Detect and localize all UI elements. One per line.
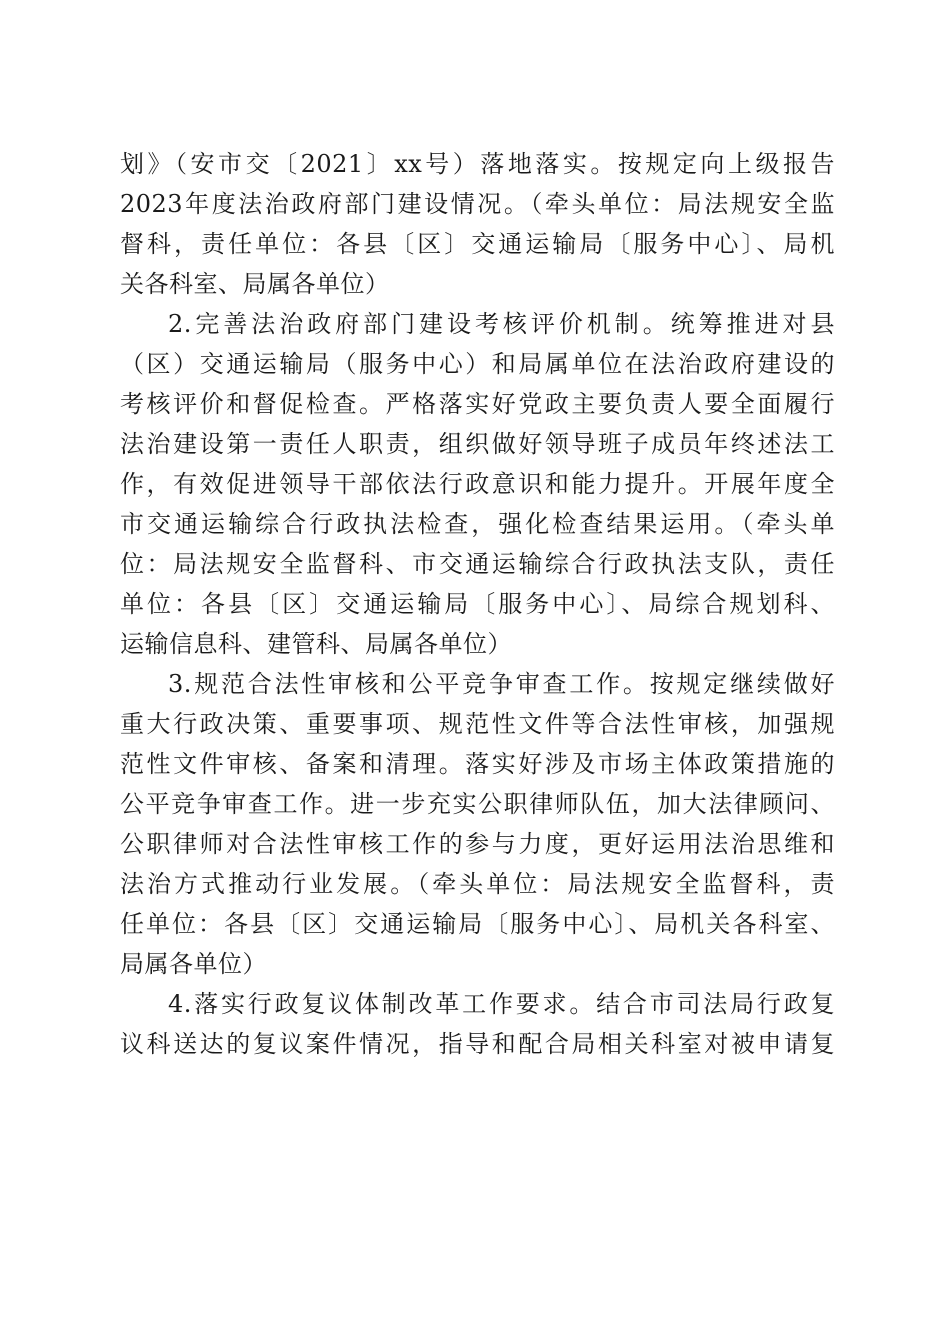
text-line: 督科，责任单位：各县〔区〕交通运输局〔服务中心〕、局机 xyxy=(120,230,835,258)
text-line: 关各科室、局属各单位） xyxy=(120,270,390,298)
text-line: 单位：各县〔区〕交通运输局〔服务中心〕、局综合规划科、 xyxy=(120,590,835,618)
text-line: 重大行政决策、重要事项、规范性文件等合法性审核，加强规 xyxy=(120,710,835,738)
paragraph-heading-4: 4.落实行政复议体制改革工作要求。结合市司法局行政复 xyxy=(168,990,835,1018)
text-line: 局属各单位） xyxy=(120,950,267,978)
text-line: 2023年度法治政府部门建设情况。（牵头单位：局法规安全监 xyxy=(120,190,835,218)
text-line: 市交通运输综合行政执法检查，强化检查结果运用。（牵头单 xyxy=(120,510,835,538)
text-line: 划》（安市交〔2021〕xx号）落地落实。按规定向上级报告 xyxy=(120,150,835,178)
document-body xyxy=(120,144,835,1064)
text-line: 议科送达的复议案件情况，指导和配合局相关科室对被申请复 xyxy=(120,1030,835,1058)
text-line: 作，有效促进领导干部依法行政意识和能力提升。开展年度全 xyxy=(120,470,835,498)
text-line: 法治建设第一责任人职责，组织做好领导班子成员年终述法工 xyxy=(120,430,835,458)
text-line: （区）交通运输局（服务中心）和局属单位在法治政府建设的 xyxy=(120,350,835,378)
text-line: 法治方式推动行业发展。（牵头单位：局法规安全监督科，责 xyxy=(120,870,835,898)
text-line: 考核评价和督促检查。严格落实好党政主要负责人要全面履行 xyxy=(120,390,835,418)
text-line: 位：局法规安全监督科、市交通运输综合行政执法支队，责任 xyxy=(120,550,835,578)
text-line: 公职律师对合法性审核工作的参与力度，更好运用法治思维和 xyxy=(120,830,835,858)
text-line: 范性文件审核、备案和清理。落实好涉及市场主体政策措施的 xyxy=(120,750,835,778)
text-line: 公平竞争审查工作。进一步充实公职律师队伍，加大法律顾问、 xyxy=(120,790,835,818)
paragraph-heading-2: 2.完善法治政府部门建设考核评价机制。统筹推进对县 xyxy=(168,310,835,338)
text-line: 任单位：各县〔区〕交通运输局〔服务中心〕、局机关各科室、 xyxy=(120,910,835,938)
text-line: 运输信息科、建管科、局属各单位） xyxy=(120,630,512,658)
paragraph-heading-3: 3.规范合法性审核和公平竞争审查工作。按规定继续做好 xyxy=(168,670,835,698)
